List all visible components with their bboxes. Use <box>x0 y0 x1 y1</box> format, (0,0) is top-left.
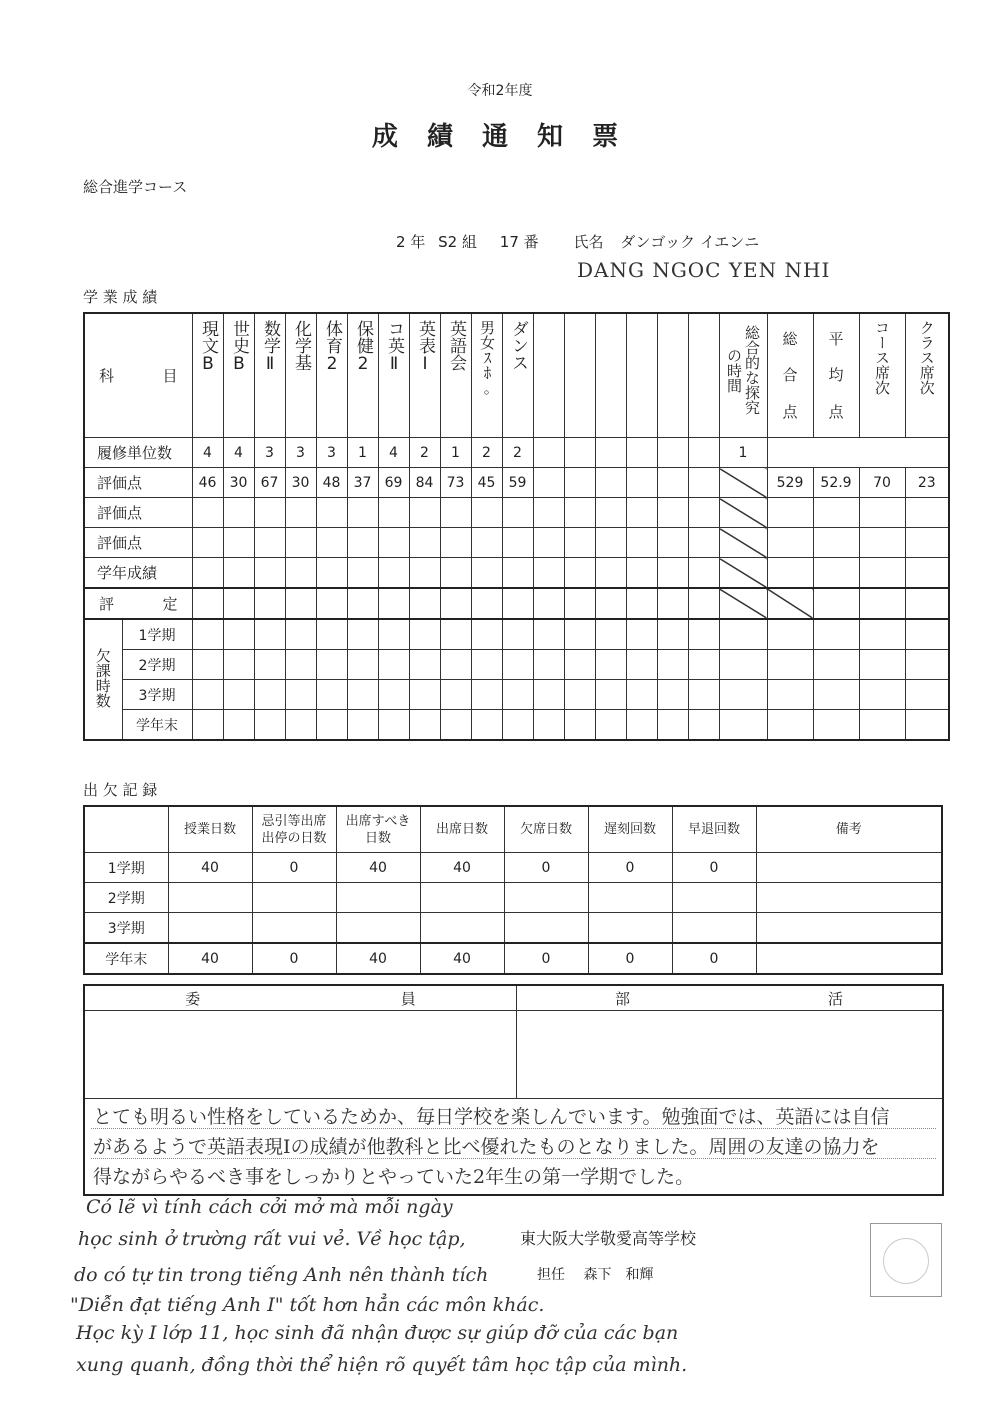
diagonal-cell <box>719 498 767 528</box>
blank-corner <box>84 806 168 853</box>
subject-header: 英語会 <box>440 313 471 438</box>
absence-row-4 <box>84 710 949 741</box>
attendance-cell <box>588 913 672 944</box>
page-title: 成 績 通 知 票 <box>371 122 629 152</box>
credit-cell: 1 <box>347 438 378 468</box>
course-name: 総合進学コース <box>83 178 188 196</box>
diagonal-cell <box>719 588 767 619</box>
average-score: 52.9 <box>813 468 859 498</box>
student-name-kana: ダンゴック イエンニ <box>620 233 760 251</box>
attendance-cell: 40 <box>420 943 504 974</box>
club-header: 部 活 <box>516 986 942 1011</box>
attendance-cell: 0 <box>504 943 588 974</box>
remarks-cell <box>756 853 942 883</box>
attendance-header-row <box>84 806 942 853</box>
score-cell: 48 <box>316 468 347 498</box>
remarks-cell <box>756 883 942 913</box>
subject-header: 体育2 <box>316 313 347 438</box>
attendance-cell: 40 <box>168 853 252 883</box>
attendance-header: 早退回数 <box>672 806 756 853</box>
attendance-cell: 0 <box>504 853 588 883</box>
term-label: 3学期 <box>84 913 168 944</box>
empty-subject-header <box>626 313 657 438</box>
seal-stamp-icon <box>883 1238 929 1284</box>
comment-divider <box>85 1098 942 1099</box>
attendance-header: 出席すべき 日数 <box>336 806 420 853</box>
credit-cell: 3 <box>254 438 285 468</box>
credits-label: 履修単位数 <box>84 438 192 468</box>
attendance-header: 出席日数 <box>420 806 504 853</box>
attendance-cell: 40 <box>336 853 420 883</box>
attendance-cell: 0 <box>672 943 756 974</box>
total-score: 529 <box>767 468 813 498</box>
subject-header-cell <box>84 313 192 438</box>
attendance-header: 授業日数 <box>168 806 252 853</box>
attendance-table <box>83 805 943 975</box>
empty-subject-header <box>595 313 626 438</box>
term-label: 学年末 <box>122 710 192 741</box>
attendance-header: 忌引等出席 出停の日数 <box>252 806 336 853</box>
empty-subject-header <box>533 313 564 438</box>
score-cell: 73 <box>440 468 471 498</box>
attendance-cell: 40 <box>168 943 252 974</box>
score-cell: 30 <box>285 468 316 498</box>
diagonal-cell <box>719 558 767 589</box>
seal-box <box>870 1223 942 1297</box>
term-label: 学年末 <box>84 943 168 974</box>
subject-header: ダンス <box>502 313 533 438</box>
grades-section-title: 学 業 成 績 <box>83 288 158 306</box>
column-divider <box>516 986 517 1098</box>
remarks-cell <box>756 913 942 944</box>
diagonal-cell <box>767 588 813 619</box>
translation-line: xung quanh, đồng thời thể hiện rõ quyết tâm học tập của mình. <box>76 1354 688 1376</box>
rating-row <box>84 588 949 619</box>
absence-row-1 <box>84 619 949 650</box>
class-rank-header: クラス席次 <box>905 313 949 438</box>
absence-row-2 <box>84 650 949 680</box>
teacher-comment-line: があるようで英語表現Ⅰの成績が他教科と比べ優れたものとなりました。周囲の友達の協力を <box>93 1136 880 1158</box>
score-cell: 30 <box>223 468 254 498</box>
empty-subject-header <box>688 313 719 438</box>
absence-label: 欠課時数 <box>84 619 122 740</box>
teacher-comment-line: 得ながらやるべき事をしっかりとやっていた2年生の第一学期でした。 <box>93 1166 695 1188</box>
credit-cell: 2 <box>409 438 440 468</box>
integrated-study-header: 総合的な探究の時間 <box>719 313 767 438</box>
credit-cell: 4 <box>378 438 409 468</box>
attendance-cell: 40 <box>336 943 420 974</box>
attendance-cell <box>168 913 252 944</box>
translation-line: Có lẽ vì tính cách cởi mở mà mỗi ngày <box>86 1196 453 1218</box>
attendance-cell <box>420 913 504 944</box>
attendance-row <box>84 943 942 974</box>
score-cell: 59 <box>502 468 533 498</box>
subject-header: 男女ｽﾎ｡ <box>471 313 502 438</box>
committee-header: 委 員 <box>85 986 516 1011</box>
teacher-comment-line: とても明るい性格をしているためか、毎日学校を楽しんでいます。勉強面では、英語には自信 <box>93 1106 890 1128</box>
term-label: 2学期 <box>84 883 168 913</box>
attendance-row <box>84 883 942 913</box>
score-cell: 45 <box>471 468 502 498</box>
subject-header: 数学Ⅱ <box>254 313 285 438</box>
grades-table <box>83 312 950 741</box>
year-label: 令和2年度 <box>467 83 533 99</box>
attendance-header: 欠席日数 <box>504 806 588 853</box>
grade-number: 2 <box>396 233 406 251</box>
grade-unit: 年 <box>410 233 426 251</box>
diagonal-cell <box>719 528 767 558</box>
credit-cell: 3 <box>285 438 316 468</box>
eval-label: 評価点 <box>84 498 192 528</box>
score-cell: 69 <box>378 468 409 498</box>
credit-cell: 1 <box>440 438 471 468</box>
attendance-cell <box>336 883 420 913</box>
activities-comment-box <box>83 984 944 1196</box>
year-grade-row <box>84 558 949 589</box>
attendance-cell: 0 <box>252 853 336 883</box>
attendance-cell: 0 <box>588 943 672 974</box>
subject-header: コ英Ⅱ <box>378 313 409 438</box>
course-rank-header: コース席次 <box>859 313 905 438</box>
attendance-cell <box>672 883 756 913</box>
subject-label-right: 目 <box>162 367 178 385</box>
attendance-cell <box>252 913 336 944</box>
student-number: 17 <box>499 233 519 251</box>
translation-line: học sinh ở trường rất vui vẻ. Về học tập, <box>78 1228 466 1250</box>
score-cell: 37 <box>347 468 378 498</box>
attendance-cell <box>672 913 756 944</box>
student-name-latin: DANG NGOC YEN NHI <box>577 258 831 282</box>
term-label: 1学期 <box>84 853 168 883</box>
eval-label: 評価点 <box>84 468 192 498</box>
attendance-row <box>84 913 942 944</box>
subject-header: 英表Ⅰ <box>409 313 440 438</box>
eval-row-2 <box>84 498 949 528</box>
term-label: 3学期 <box>122 680 192 710</box>
score-cell: 67 <box>254 468 285 498</box>
total-header: 総 合 点 <box>767 313 813 438</box>
attendance-cell <box>252 883 336 913</box>
credit-cell: 3 <box>316 438 347 468</box>
credit-cell: 2 <box>471 438 502 468</box>
remarks-cell <box>756 943 942 974</box>
attendance-cell <box>336 913 420 944</box>
attendance-cell: 0 <box>252 943 336 974</box>
absence-row-3 <box>84 680 949 710</box>
score-cell: 46 <box>192 468 223 498</box>
empty-subject-header <box>657 313 688 438</box>
term-label: 1学期 <box>122 619 192 650</box>
empty-subject-header <box>564 313 595 438</box>
eval-label: 評価点 <box>84 528 192 558</box>
course-rank: 70 <box>859 468 905 498</box>
credits-row <box>84 438 949 468</box>
average-header: 平 均 点 <box>813 313 859 438</box>
subject-label-left: 科 <box>99 367 115 385</box>
attendance-cell <box>168 883 252 913</box>
eval-row-1 <box>84 468 949 498</box>
translation-line: "Diễn đạt tiếng Anh I" tốt hơn hẳn các môn khác. <box>70 1294 545 1316</box>
year-grade-label: 学年成績 <box>84 558 192 589</box>
attendance-cell <box>420 883 504 913</box>
diagonal-cell <box>719 468 767 498</box>
subject-header: 世史B <box>223 313 254 438</box>
class-number: S2 <box>438 233 458 251</box>
credit-cell: 4 <box>223 438 254 468</box>
class-unit: 組 <box>461 233 477 251</box>
score-cell: 84 <box>409 468 440 498</box>
translation-line: Học kỳ I lớp 11, học sinh đã nhận được sự giúp đỡ của các bạn <box>76 1322 679 1344</box>
attendance-cell <box>588 883 672 913</box>
name-label: 氏名 <box>573 233 604 251</box>
attendance-header: 遅刻回数 <box>588 806 672 853</box>
subject-header: 保健2 <box>347 313 378 438</box>
translation-line: do có tự tin trong tiếng Anh nên thành tích <box>74 1264 489 1286</box>
term-label: 2学期 <box>122 650 192 680</box>
subject-header: 現文B <box>192 313 223 438</box>
credit-cell: 4 <box>192 438 223 468</box>
subject-header: 化学基 <box>285 313 316 438</box>
school-name: 東大阪大学敬愛高等学校 <box>520 1229 697 1248</box>
attendance-row <box>84 853 942 883</box>
integrated-credit-cell: 1 <box>719 438 767 468</box>
credit-cell: 2 <box>502 438 533 468</box>
attendance-cell: 0 <box>588 853 672 883</box>
attendance-cell: 40 <box>420 853 504 883</box>
attendance-cell: 0 <box>672 853 756 883</box>
class-rank: 23 <box>905 468 949 498</box>
attendance-cell <box>504 913 588 944</box>
attendance-cell <box>504 883 588 913</box>
student-info <box>396 231 759 252</box>
attendance-header: 備考 <box>756 806 942 853</box>
attendance-section-title: 出 欠 記 録 <box>83 781 158 799</box>
rating-label: 評 定 <box>84 588 192 619</box>
eval-row-3 <box>84 528 949 558</box>
number-unit: 番 <box>523 233 539 251</box>
homeroom-teacher: 担任 森下 和輝 <box>537 1267 654 1283</box>
